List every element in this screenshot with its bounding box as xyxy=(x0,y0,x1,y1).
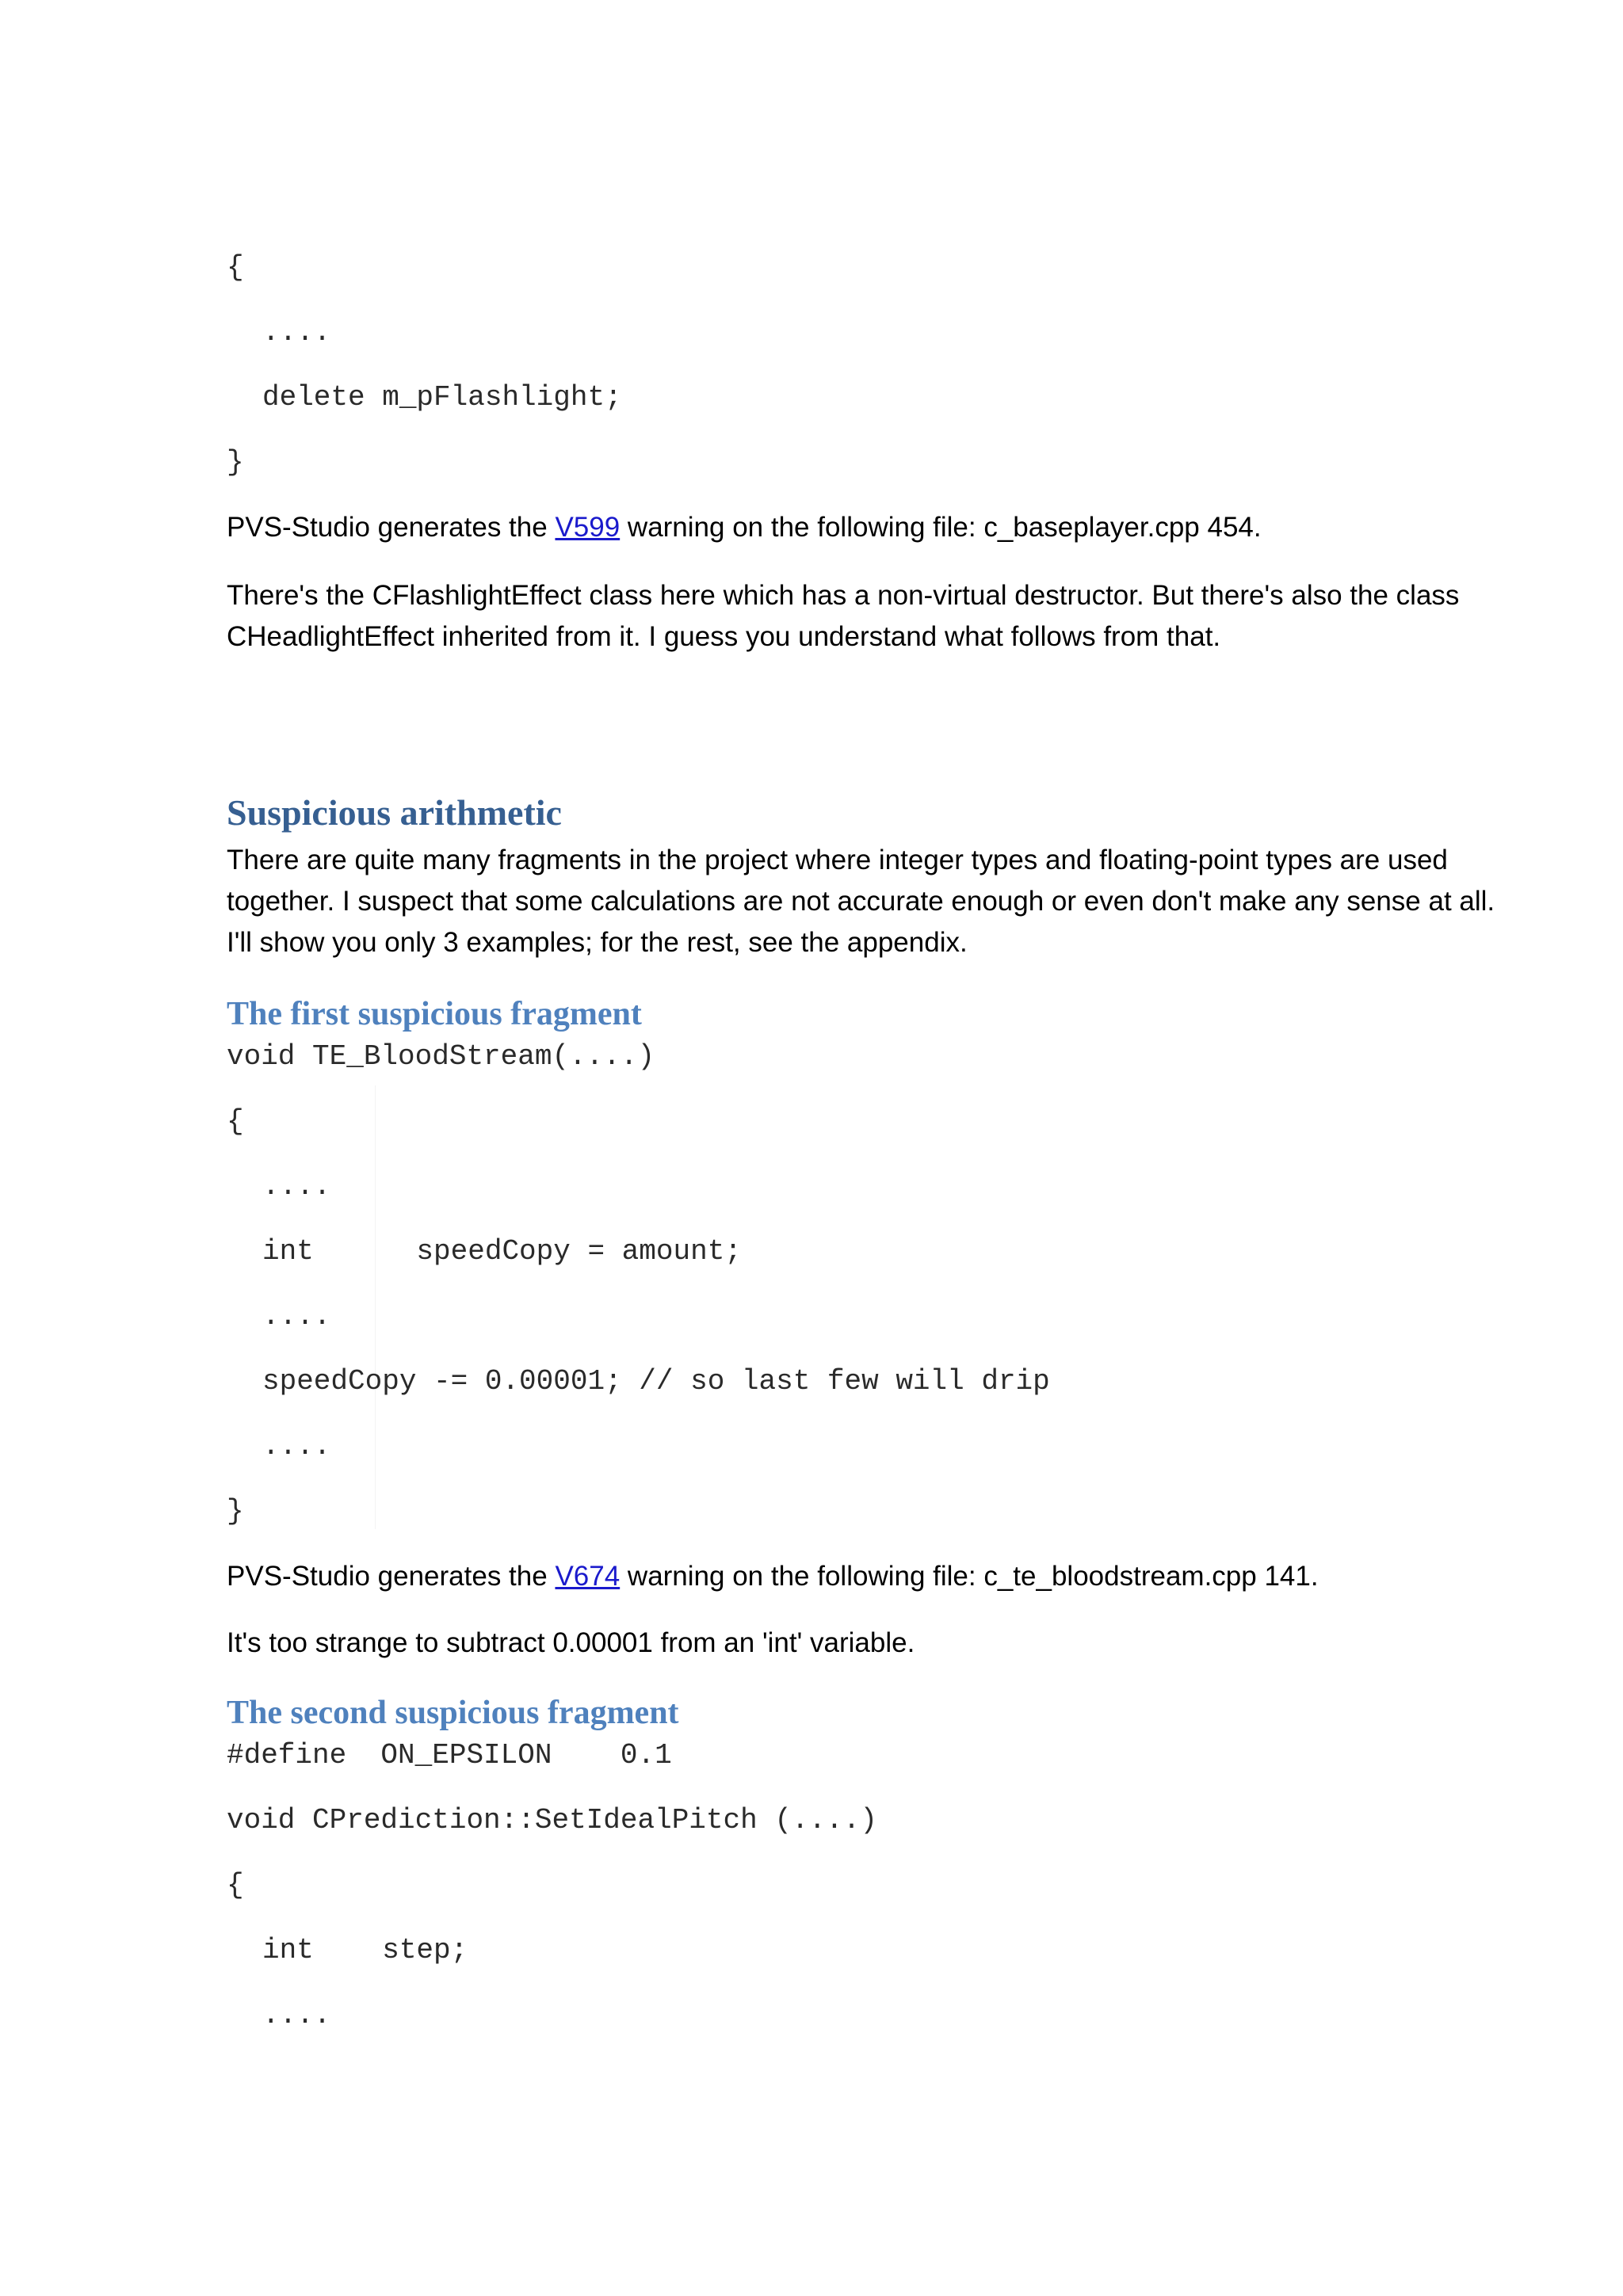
fragment2-heading: The second suspicious fragment xyxy=(227,1695,679,1731)
fragment1-heading: The first suspicious fragment xyxy=(227,996,642,1032)
code-ellipsis: .... xyxy=(262,1300,331,1333)
code-signature: void CPrediction::SetIdealPitch (....) xyxy=(227,1804,877,1836)
code-open-brace: { xyxy=(227,251,244,284)
warning-text-after: warning on the following file: c_baseplayer.cpp 454. xyxy=(620,512,1262,543)
code-ellipsis: .... xyxy=(262,316,331,349)
v674-link[interactable]: V674 xyxy=(555,1561,621,1592)
section-heading: Suspicious arithmetic xyxy=(227,792,562,833)
code-close-brace: } xyxy=(227,446,244,479)
warning-text-before: PVS-Studio generates the xyxy=(227,512,556,543)
v599-link[interactable]: V599 xyxy=(555,512,621,543)
warning-paragraph xyxy=(227,507,1526,548)
code-subtract-line: speedCopy -= 0.00001; // so last few will drip xyxy=(262,1365,1050,1398)
comment-paragraph: It's too strange to subtract 0.00001 from an 'int' variable. xyxy=(227,1627,915,1658)
code-define-line: #define ON_EPSILON 0.1 xyxy=(227,1739,672,1772)
warning-paragraph xyxy=(227,1556,1526,1597)
code-delete-line: delete m_pFlashlight; xyxy=(262,381,622,414)
code-open-brace: { xyxy=(227,1869,244,1901)
code-signature: void TE_BloodStream(....) xyxy=(227,1040,655,1073)
code-ellipsis: .... xyxy=(262,1430,331,1463)
code-declaration: int step; xyxy=(262,1934,468,1966)
code-open-brace: { xyxy=(227,1105,244,1138)
warning-text-after: warning on the following file: c_te_bloodstream.cpp 141. xyxy=(620,1561,1319,1592)
background-rule xyxy=(375,1085,376,1529)
explanation-paragraph: There's the CFlashlightEffect class here which has a non-virtual destructor. But there's also the class CHeadlightEffect inherited from it. I guess you understand what follows from that. xyxy=(227,580,1460,652)
code-declaration: int speedCopy = amount; xyxy=(262,1235,742,1268)
section-intro-paragraph: There are quite many fragments in the project where integer types and floating-point types are used together. I suspect that some calculations are not accurate enough or even don't make any sense at all. I'll show you only 3 examples; for the rest, see the appendix. xyxy=(227,845,1495,958)
code-ellipsis: .... xyxy=(262,1999,331,2031)
code-close-brace: } xyxy=(227,1495,244,1527)
warning-text-before: PVS-Studio generates the xyxy=(227,1561,556,1592)
code-ellipsis: .... xyxy=(262,1170,331,1203)
